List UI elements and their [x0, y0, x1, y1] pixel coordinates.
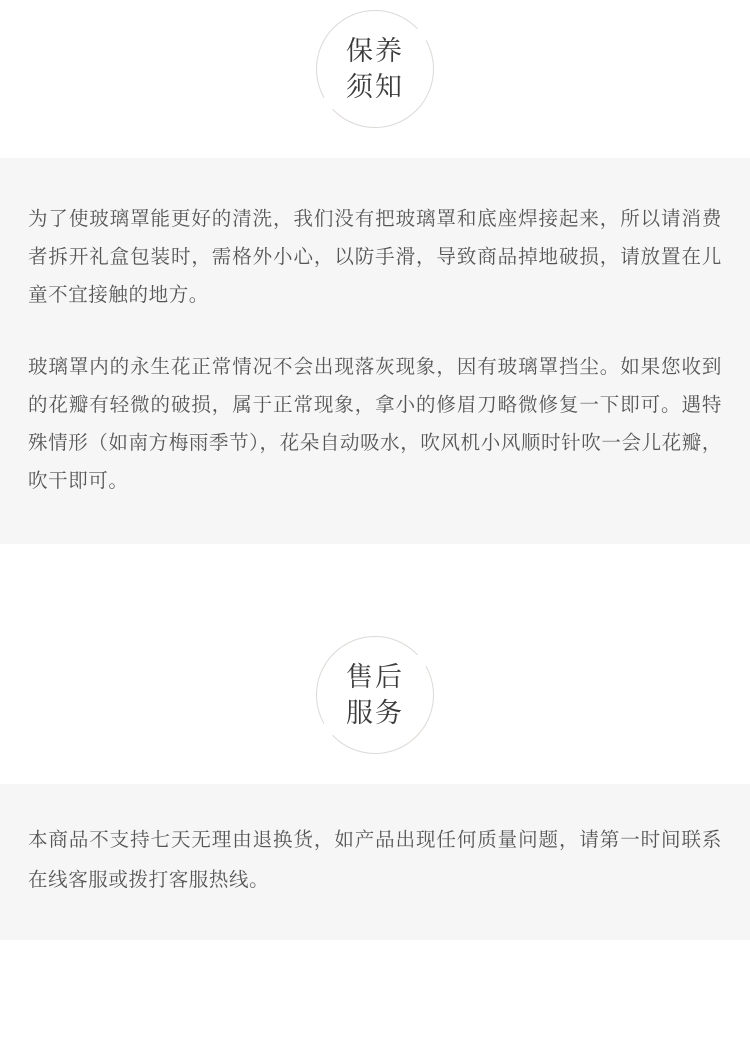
service-heading-spacer: [0, 754, 750, 784]
circle-gap-top-right: [411, 643, 439, 672]
service-heading-circle-decoration: [316, 636, 434, 754]
care-heading-line-2: 须知: [346, 72, 404, 102]
care-paragraph-1: 为了使玻璃罩能更好的清洗，我们没有把玻璃罩和底座焊接起来，所以请消费者拆开礼盒包装时，需格外小心，以防手滑，导致商品掉地破损，请放置在儿童不宜接触的地方。: [28, 208, 722, 306]
care-heading-circle-decoration: [316, 10, 434, 128]
care-heading-text: [346, 33, 404, 105]
top-spacer: [0, 0, 750, 10]
care-content-panel: [0, 158, 750, 544]
service-heading-block: [0, 636, 750, 754]
circle-gap-bottom-left: [311, 719, 339, 748]
care-heading-spacer: [0, 128, 750, 158]
circle-gap-top-right: [411, 17, 439, 46]
care-paragraph-2: 玻璃罩内的永生花正常情况不会出现落灰现象，因有玻璃罩挡尘。如果您收到的花瓣有轻微的破损，属于正常现象，拿小的修眉刀略微修复一下即可。遇特殊情形（如南方梅雨季节），花朵自动吸水，吹风机小风顺时针吹一会儿花瓣，吹干即可。: [28, 356, 722, 492]
care-heading-line-1: 保养: [346, 36, 404, 66]
circle-gap-bottom-left: [311, 93, 339, 122]
service-heading-line-2: 服务: [346, 698, 404, 728]
service-heading-line-1: 售后: [346, 662, 404, 692]
bottom-spacer: [0, 940, 750, 1060]
service-heading-text: [346, 659, 404, 731]
section-spacer: [0, 544, 750, 636]
service-content-panel: [0, 784, 750, 940]
care-heading-block: [0, 10, 750, 128]
service-paragraph-1: 本商品不支持七天无理由退换货，如产品出现任何质量问题，请第一时间联系在线客服或拨打客服热线。: [28, 829, 722, 891]
